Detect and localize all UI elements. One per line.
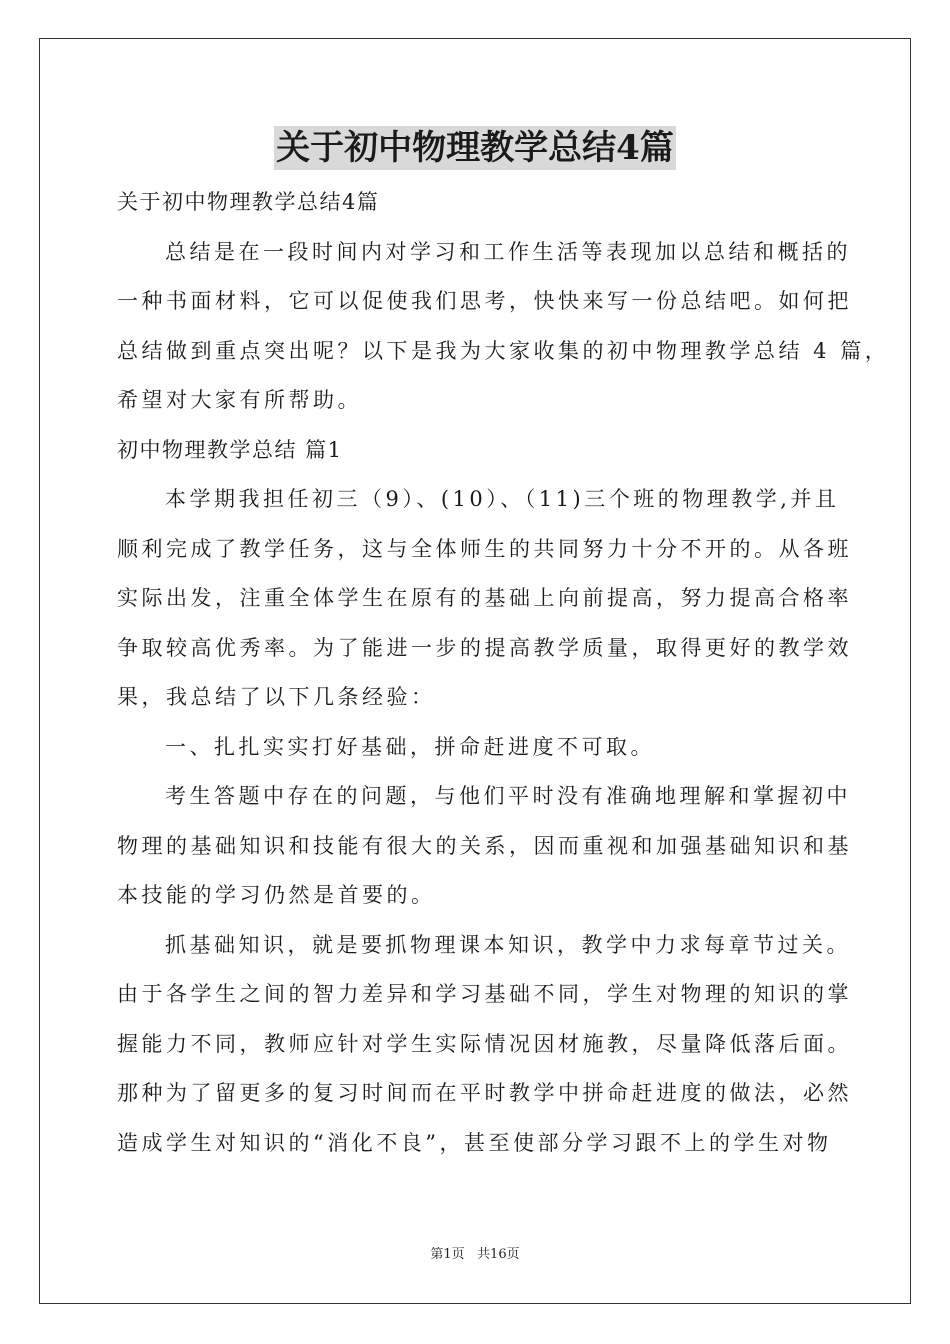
body-line: 总结是在一段时间内对学习和工作生活等表现加以总结和概括的	[165, 239, 851, 264]
body-line: 握能力不同，教师应针对学生实际情况因材施教，尽量降低落后面。	[117, 1031, 852, 1056]
body-line: 争取较高优秀率。为了能进一步的提高教学质量，取得更好的教学效	[117, 635, 852, 660]
body-line: 顺利完成了教学任务，这与全体师生的共同努力十分不开的。从各班	[117, 536, 852, 561]
document-title: 关于初中物理教学总结4篇	[276, 128, 674, 168]
page-number: 第1页 共16页	[430, 1247, 520, 1262]
body-line: 本学期我担任初三（9）、(10）、（11)三个班的物理教学,并且	[165, 487, 840, 511]
section-heading: 初中物理教学总结 篇1	[117, 437, 343, 462]
body-line: 造成学生对知识的“消化不良”，甚至使部分学习跟不上的学生对物	[117, 1130, 832, 1155]
title-wrap	[0, 126, 950, 170]
document-body	[117, 178, 890, 1168]
body-line: 一、扎扎实实打好基础，拼命赶进度不可取。	[165, 734, 655, 759]
page-footer	[0, 1246, 950, 1264]
section-heading: 关于初中物理教学总结4篇	[117, 190, 380, 214]
body-line: 实际出发，注重全体学生在原有的基础上向前提高，努力提高合格率	[117, 586, 852, 610]
body-line: 抓基础知识，就是要抓物理课本知识，教学中力求每章节过关。	[165, 932, 851, 957]
body-line: 考生答题中存在的问题，与他们平时没有准确地理解和掌握初中	[165, 784, 851, 808]
body-line: 由于各学生之间的智力差异和学习基础不同，学生对物理的知识的掌	[117, 982, 852, 1006]
body-line: 物理的基础知识和技能有很大的关系，因而重视和加强基础知识和基	[117, 833, 852, 858]
body-line: 果，我总结了以下几条经验：	[117, 685, 436, 709]
body-line: 那种为了留更多的复习时间而在平时教学中拼命赶进度的做法，必然	[117, 1081, 852, 1105]
body-line: 本技能的学习仍然是首要的。	[117, 883, 436, 907]
body-line: 希望对大家有所帮助。	[117, 388, 362, 412]
body-line: 一种书面材料，它可以促使我们思考，快快来写一份总结吧。如何把	[117, 289, 852, 313]
body-line: 总结做到重点突出呢？以下是我为大家收集的初中物理教学总结 4 篇，	[117, 338, 890, 363]
